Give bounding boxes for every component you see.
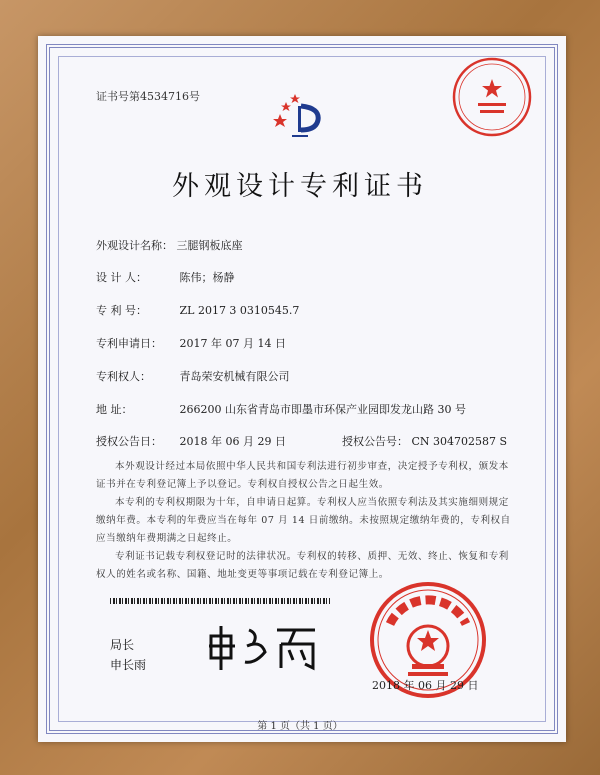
patent-office-logo-icon [268, 84, 328, 144]
certificate-title: 外观设计专利证书 [172, 171, 428, 202]
filing-date-row [96, 335, 286, 351]
patent-number-label: 专 利 号： [96, 304, 147, 317]
address-label: 地 址： [96, 403, 133, 416]
design-name-row [96, 237, 243, 253]
patentee-row [96, 368, 290, 384]
page-number: 第 1 页（共 1 页） [257, 721, 343, 732]
agency-seal-icon [450, 55, 534, 139]
grant-date-value: 2018 年 06 月 29 日 [179, 435, 286, 448]
director-name: 申长雨 [110, 658, 147, 672]
designer-row [96, 269, 235, 285]
filing-date-label: 专利申请日： [96, 337, 162, 350]
certificate-number: 证书号第4534716号 [96, 90, 200, 103]
design-name-label: 外观设计名称： [96, 239, 173, 252]
director-title: 局长 [110, 638, 135, 652]
patentee-value: 青岛荣安机械有限公司 [179, 370, 290, 383]
design-name-value: 三腿钢板底座 [176, 239, 243, 252]
barcode [110, 598, 330, 604]
patentee-label: 专利权人： [96, 370, 151, 383]
designer-label: 设 计 人： [96, 271, 147, 284]
handwritten-signature-icon [205, 622, 325, 672]
patent-number-value: ZL 2017 3 0310545.7 [179, 304, 300, 317]
patent-number-row [96, 302, 299, 318]
statement-paragraph-2: 本专利的专利权期限为十年，自申请日起算。专利权人应当依照专利法及其实施细则规定缴纳年费。本专利的年费应当在每年 07 月 14 日前缴纳。未按照规定缴纳年费的，专利权自应当缴纳年费期满之日起终止。 [96, 497, 511, 544]
grant-number-value: CN 304702587 S [411, 435, 508, 448]
statement-paragraph-3: 专利证书记载专利权登记时的法律状况。专利权的转移、质押、无效、终止、恢复和专利权人的姓名或名称、国籍、地址变更等事项记载在专利登记簿上。 [96, 551, 509, 580]
statement-paragraph-1: 本外观设计经过本局依照中华人民共和国专利法进行初步审查，决定授予专利权，颁发本证书并在专利登记簿上予以登记。专利权自授权公告之日起生效。 [96, 461, 509, 490]
address-row [96, 401, 466, 417]
director-block [110, 635, 146, 675]
seal-date: 2018 年 06 月 29 日 [372, 679, 479, 692]
grant-date-label: 授权公告日： [96, 435, 162, 448]
designer-value: 陈伟；杨静 [179, 271, 235, 284]
grant-date-row [96, 433, 286, 449]
address-value: 266200 山东省青岛市即墨市环保产业园即发龙山路 30 号 [179, 403, 466, 416]
grant-number-row [342, 433, 507, 449]
grant-number-label: 授权公告号： [342, 435, 408, 448]
filing-date-value: 2017 年 07 月 14 日 [179, 337, 286, 350]
